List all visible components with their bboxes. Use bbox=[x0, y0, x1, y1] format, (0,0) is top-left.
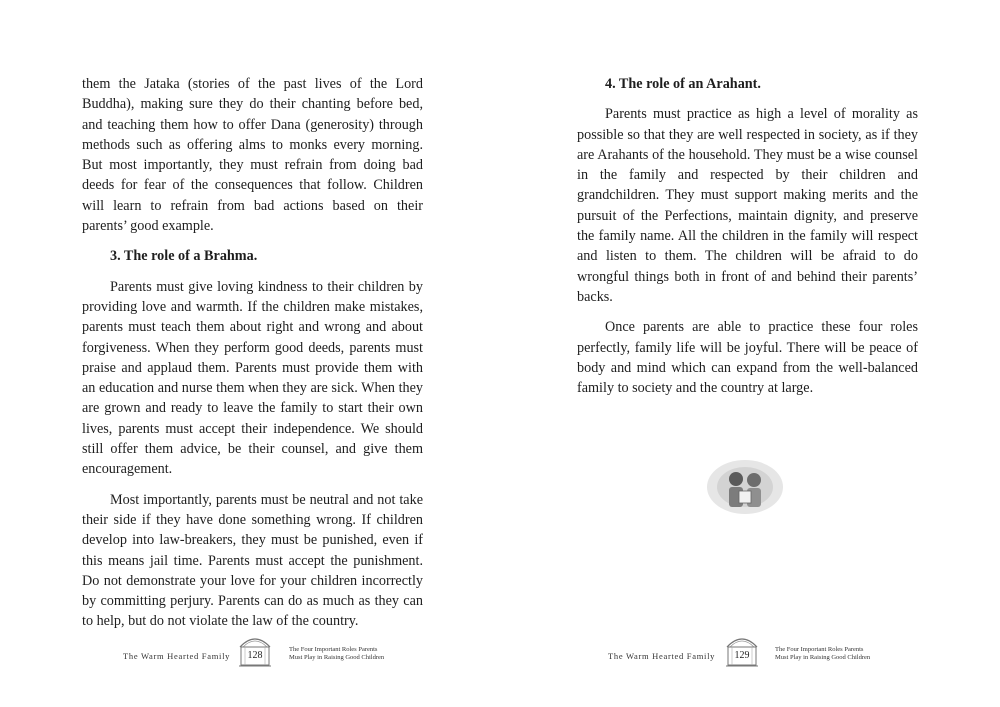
paragraph: Parents must practice as high a level of morality as possible so that they are well respected in society, as if they are Arahants of the household. They must be a wise counsel in the family and respected by their children and grandchildren. They must support making merits and the pursuit of the Perfections, maintain dignity, and preserve the family name. All the children in the family will respect and listen to them. The children will be afraid to do wrongful things both in front of and behind their parents’ backs. bbox=[577, 106, 918, 305]
page-number: 129 bbox=[734, 650, 750, 661]
section-heading: 3. The role of a Brahma. bbox=[110, 248, 258, 265]
book-title: The Warm Hearted Family bbox=[123, 651, 231, 661]
chapter-title-line: The Four Important Roles Parents bbox=[289, 646, 378, 653]
chapter-title bbox=[289, 646, 409, 662]
page-footer bbox=[0, 630, 500, 670]
paragraph: them the Jataka (stories of the past lives of the Lord Buddha), making sure they do their chanting before bed, and teaching them how to offer Dana (generosity) through methods such as offering alms to monks every morning. But most importantly, they must refrain from doing bad deeds for fear of the consequences that follow. Children will learn to refrain from bad actions based on their parents’ good example. bbox=[82, 76, 423, 235]
right-page-text bbox=[577, 74, 918, 408]
chapter-title-line: Must Play in Raising Good Children bbox=[775, 654, 871, 661]
paragraph: Parents must give loving kindness to their children by providing love and warmth. If the children make mistakes, parents must teach them about right and wrong and about forgiveness. When they perform good deeds, parents must praise and applaud them. Parents must provide them with an education and nurse them when they are sick. When they are grown and ready to leave the family to start their own lives, parents must accept their independence. We should still offer them advice, be their counsel, and give them encouragement. bbox=[82, 278, 423, 478]
paragraph: Once parents are able to practice these four roles perfectly, family life will be joyful. There will be peace of body and mind which can expand from the well-balanced family to society and the country at large. bbox=[577, 319, 918, 397]
book-title: The Warm Hearted Family bbox=[608, 651, 716, 661]
family-illustration bbox=[705, 457, 785, 517]
chapter-title bbox=[775, 646, 895, 662]
left-page-text bbox=[82, 74, 423, 642]
paragraph: Most importantly, parents must be neutral and not take their side if they have done something wrong. If children develop into law-breakers, they must be punished, even if this means jail time. Parents must accept the punishment. Do not demonstrate your love for your children incorrectly by committing perjury. Parents can do as much as they can to help, but do not violate the law of the country. bbox=[82, 491, 423, 630]
page-footer bbox=[500, 630, 1000, 670]
right-page bbox=[500, 0, 1000, 707]
section-heading: 4. The role of an Arahant. bbox=[605, 76, 761, 92]
chapter-title-line: The Four Important Roles Parents bbox=[775, 646, 864, 653]
chapter-title-line: Must Play in Raising Good Children bbox=[289, 654, 385, 661]
page-number: 128 bbox=[247, 650, 263, 661]
